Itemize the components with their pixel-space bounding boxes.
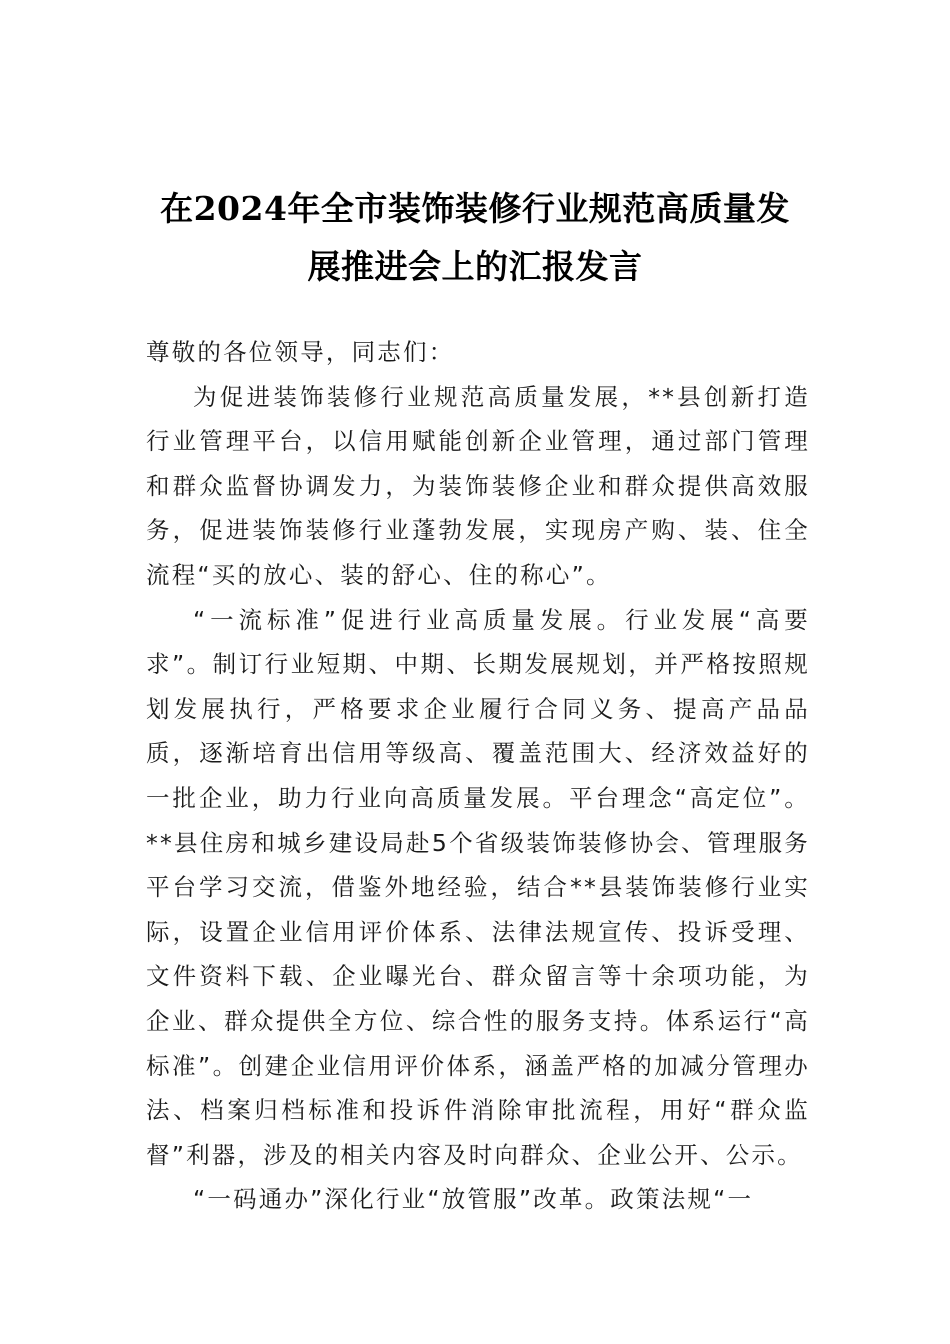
- salutation: 尊敬的各位领导，同志们：: [146, 338, 455, 366]
- paragraph-intro: 为促进装饰装修行业规范高质量发展，**县创新打造行业管理平台，以信用赋能创新企业管理，通过部门管理和群众监督协调发力，为装饰装修企业和群众提供高效服务，促进装饰装修行业蓬勃发展，实现房产购、装、住全流程“买的放心、装的舒心、住的称心”。: [146, 382, 810, 589]
- document-title: [120, 180, 830, 296]
- title-line-2: 展推进会上的汇报发言: [307, 247, 643, 287]
- title-line-1: 在2024年全市装饰装修行业规范高质量发: [160, 189, 790, 229]
- paragraph-one-code: “一码通办”深化行业“放管服”改革。政策法规“一: [193, 1185, 754, 1214]
- paragraph-standards: “一流标准”促进行业高质量发展。行业发展“高要求”。制订行业短期、中期、长期发展规划，并严格按照规划发展执行，严格要求企业履行合同义务、提高产品品质，逐渐培育出信用等级高、覆盖范围大、经济效益好的一批企业，助力行业向高质量发展。平台理念“高定位”。**县住房和城乡建设局赴5个省级装饰装修协会、管理服务平台学习交流，借鉴外地经验，结合**县装饰装修行业实际，设置企业信用评价体系、法律法规宣传、投诉受理、文件资料下载、企业曝光台、群众留言等十余项功能，为企业、群众提供全方位、综合性的服务支持。体系运行“高标准”。创建企业信用评价体系，涵盖严格的加减分管理办法、档案归档标准和投诉件消除审批流程，用好“群众监督”利器，涉及的相关内容及时向群众、企业公开、公示。: [146, 605, 810, 1169]
- document-body: [146, 330, 810, 1222]
